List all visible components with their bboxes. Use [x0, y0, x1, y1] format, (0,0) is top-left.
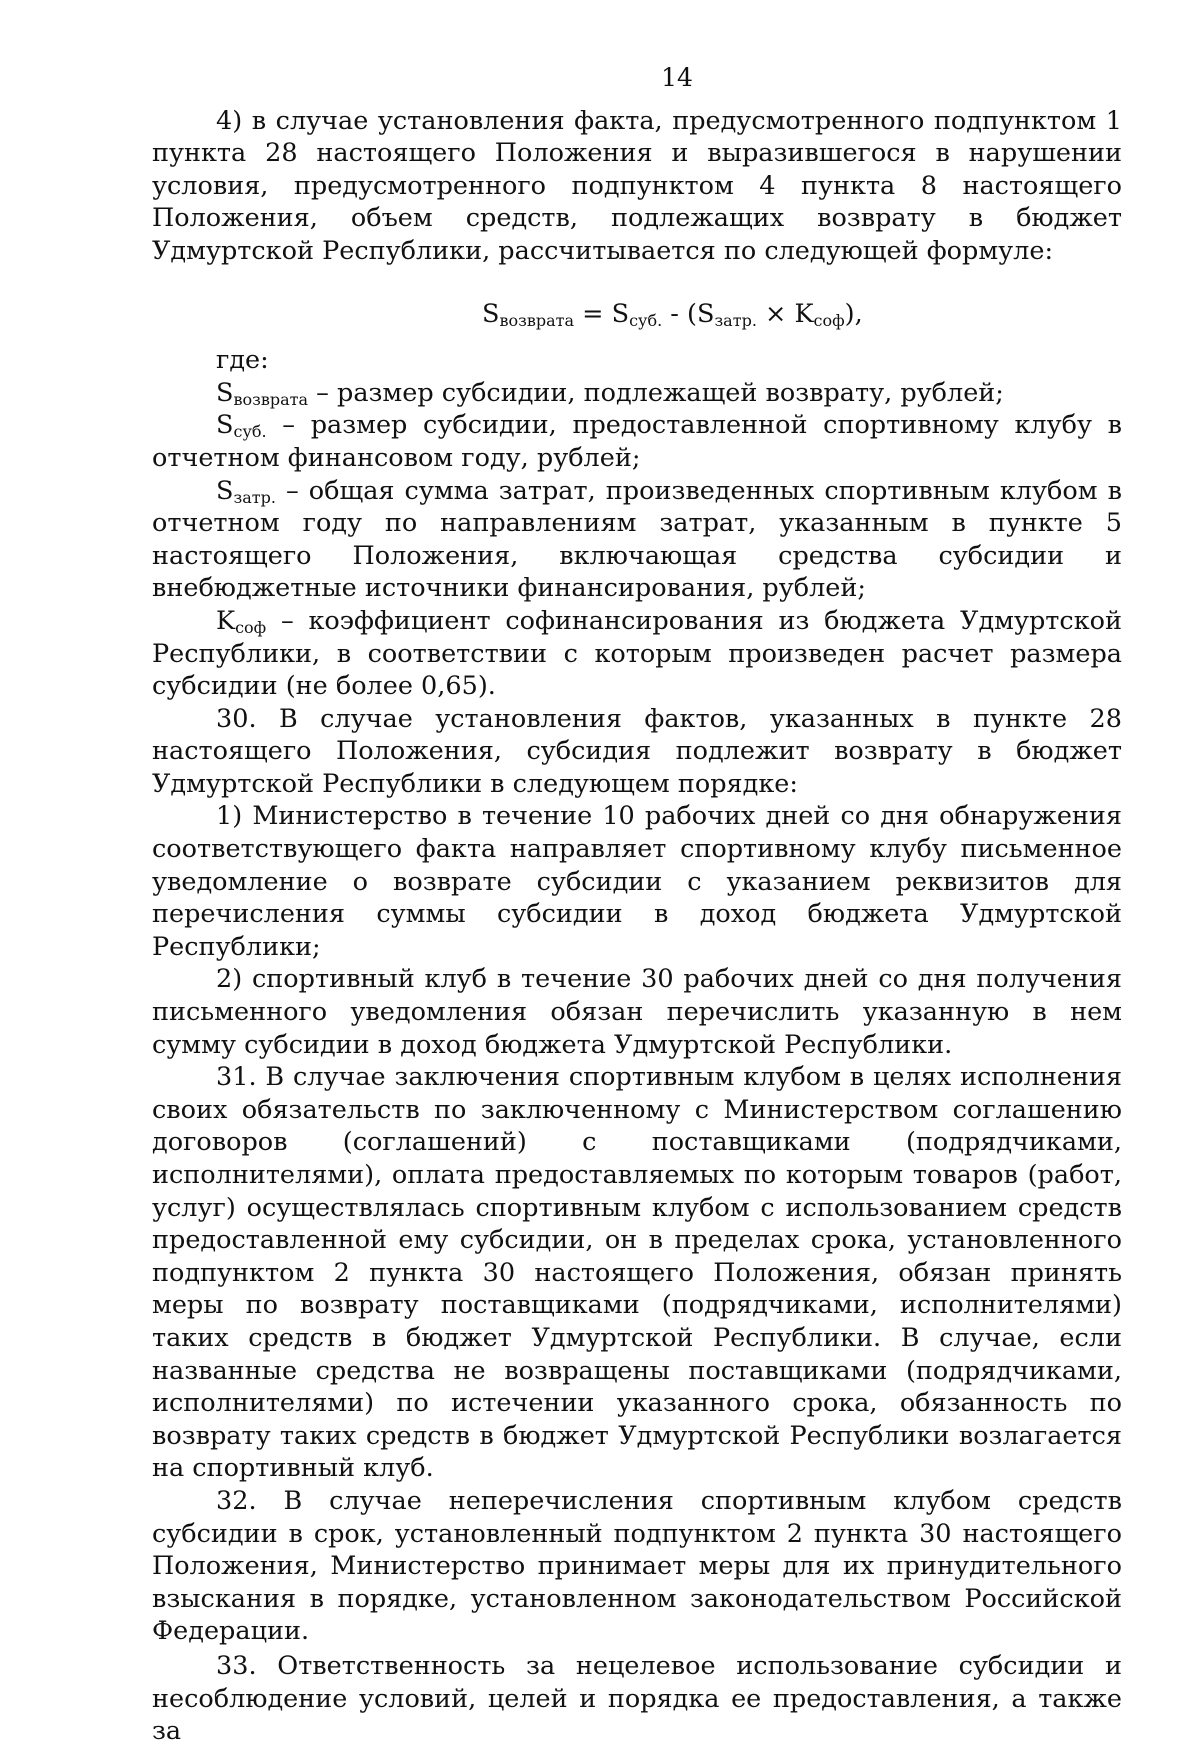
def-symbol-sub-costs: затр.: [233, 487, 276, 507]
paragraph-30: 30. В случае установления фактов, указанных в пункте 28 настоящего Положения, субсидия подлежит возврату в бюджет Удмуртской Республики в следующем порядке:: [152, 703, 1122, 799]
definition-s-subsidy: [152, 409, 1122, 474]
definition-s-costs: [152, 475, 1122, 605]
def-text-cof: – коэффициент софинансирования из бюджета Удмуртской Республики, в соответствии с которым произведен расчет размера субсидии (не более 0,65).: [152, 605, 1122, 702]
def-text-costs: – общая сумма затрат, произведенных спортивным клубом в отчетном году по направлениям затрат, указанным в пункте 5 настоящего Положения, включающая средства субсидии и внебюджетные источники финансирования, рублей;: [152, 475, 1122, 604]
return-formula: [482, 298, 1122, 331]
def-symbol-k: K: [216, 605, 236, 636]
def-text-subsidy: – размер субсидии, предоставленной спортивному клубу в отчетном финансовом году, рублей;: [152, 410, 1122, 473]
paragraph-32: 32. В случае неперечисления спортивным клубом средств субсидии в срок, установленный подпунктом 2 пункта 30 настоящего Положения, Министерство принимает меры для их принудительного взыскания в порядке, установленном законодательством Российской Федерации.: [152, 1485, 1122, 1647]
def-symbol-s: S: [216, 377, 234, 408]
formula-k: K: [794, 298, 814, 329]
def-symbol-sub-cof: соф: [235, 617, 267, 637]
definition-k-cof: [152, 605, 1122, 703]
formula-s-return: S: [482, 298, 500, 329]
paragraph-30-item-2: 2) спортивный клуб в течение 30 рабочих дней со дня получения письменного уведомления обязан перечислить указанную в нем сумму субсидии в доход бюджета Удмуртской Республики.: [152, 964, 1122, 1060]
paragraph-30-item-1: 1) Министерство в течение 10 рабочих дней со дня обнаружения соответствующего факта направляет спортивному клубу письменное уведомление о возврате субсидии с указанием реквизитов для перечисления суммы субсидии в доход бюджета Удмуртской Республики;: [152, 801, 1122, 962]
formula-s-subsidy: S: [611, 298, 630, 329]
paragraph-31: 31. В случае заключения спортивным клубом в целях исполнения своих обязательств по заключенному с Министерством соглашению договоров (соглашений) с поставщиками (подрядчиками, исполнителями), оплата предоставляемых по которым товаров (работ, услуг) осуществлялась спортивным клубом с использованием средств предоставленной ему субсидии, он в пределах срока, установленного подпунктом 2 пункта 30 настоящего Положения, обязан принять меры по возврату поставщиками (подрядчиками, исполнителями) таких средств в бюджет Удмуртской Республики. В случае, если названные средства не возвращены поставщиками (подрядчиками, исполнителями) по истечении указанного срока, обязанность по возврату таких средств в бюджет Удмуртской Республики возлагается на спортивный клуб.: [152, 1062, 1122, 1484]
formula-end: ),: [844, 298, 863, 329]
definition-s-return: [152, 377, 1122, 410]
formula-sub-return: возврата: [499, 310, 575, 330]
formula-sub-cof: соф: [813, 310, 845, 330]
formula-minus: - (: [662, 298, 697, 329]
formula-equals: =: [574, 298, 612, 329]
def-symbol-sub-subsidy: суб.: [233, 422, 267, 442]
where-label: где:: [216, 345, 269, 376]
def-symbol-sub-return: возврата: [233, 389, 309, 409]
formula-times: ×: [756, 298, 795, 329]
paragraph-33: 33. Ответственность за нецелевое использование субсидии и несоблюдение условий, целей и порядка ее предоставления, а также за: [152, 1650, 1122, 1747]
document-page: [152, 62, 1122, 1748]
formula-s-costs: S: [696, 298, 715, 329]
formula-sub-subsidy: суб.: [629, 310, 663, 330]
def-symbol-s: S: [216, 410, 234, 441]
page-number: 14: [661, 63, 693, 92]
def-text-return: – размер субсидии, подлежащей возврату, рублей;: [308, 377, 1004, 408]
subparagraph-4: 4) в случае установления факта, предусмотренного подпунктом 1 пункта 28 настоящего Положения и выразившегося в нарушении условия, предусмотренного подпунктом 4 пункта 8 настоящего Положения, объем средств, подлежащих возврату в бюджет Удмуртской Республики, рассчитывается по следующей формуле:: [152, 105, 1122, 266]
formula-sub-costs: затр.: [714, 310, 757, 330]
def-symbol-s: S: [216, 475, 234, 506]
